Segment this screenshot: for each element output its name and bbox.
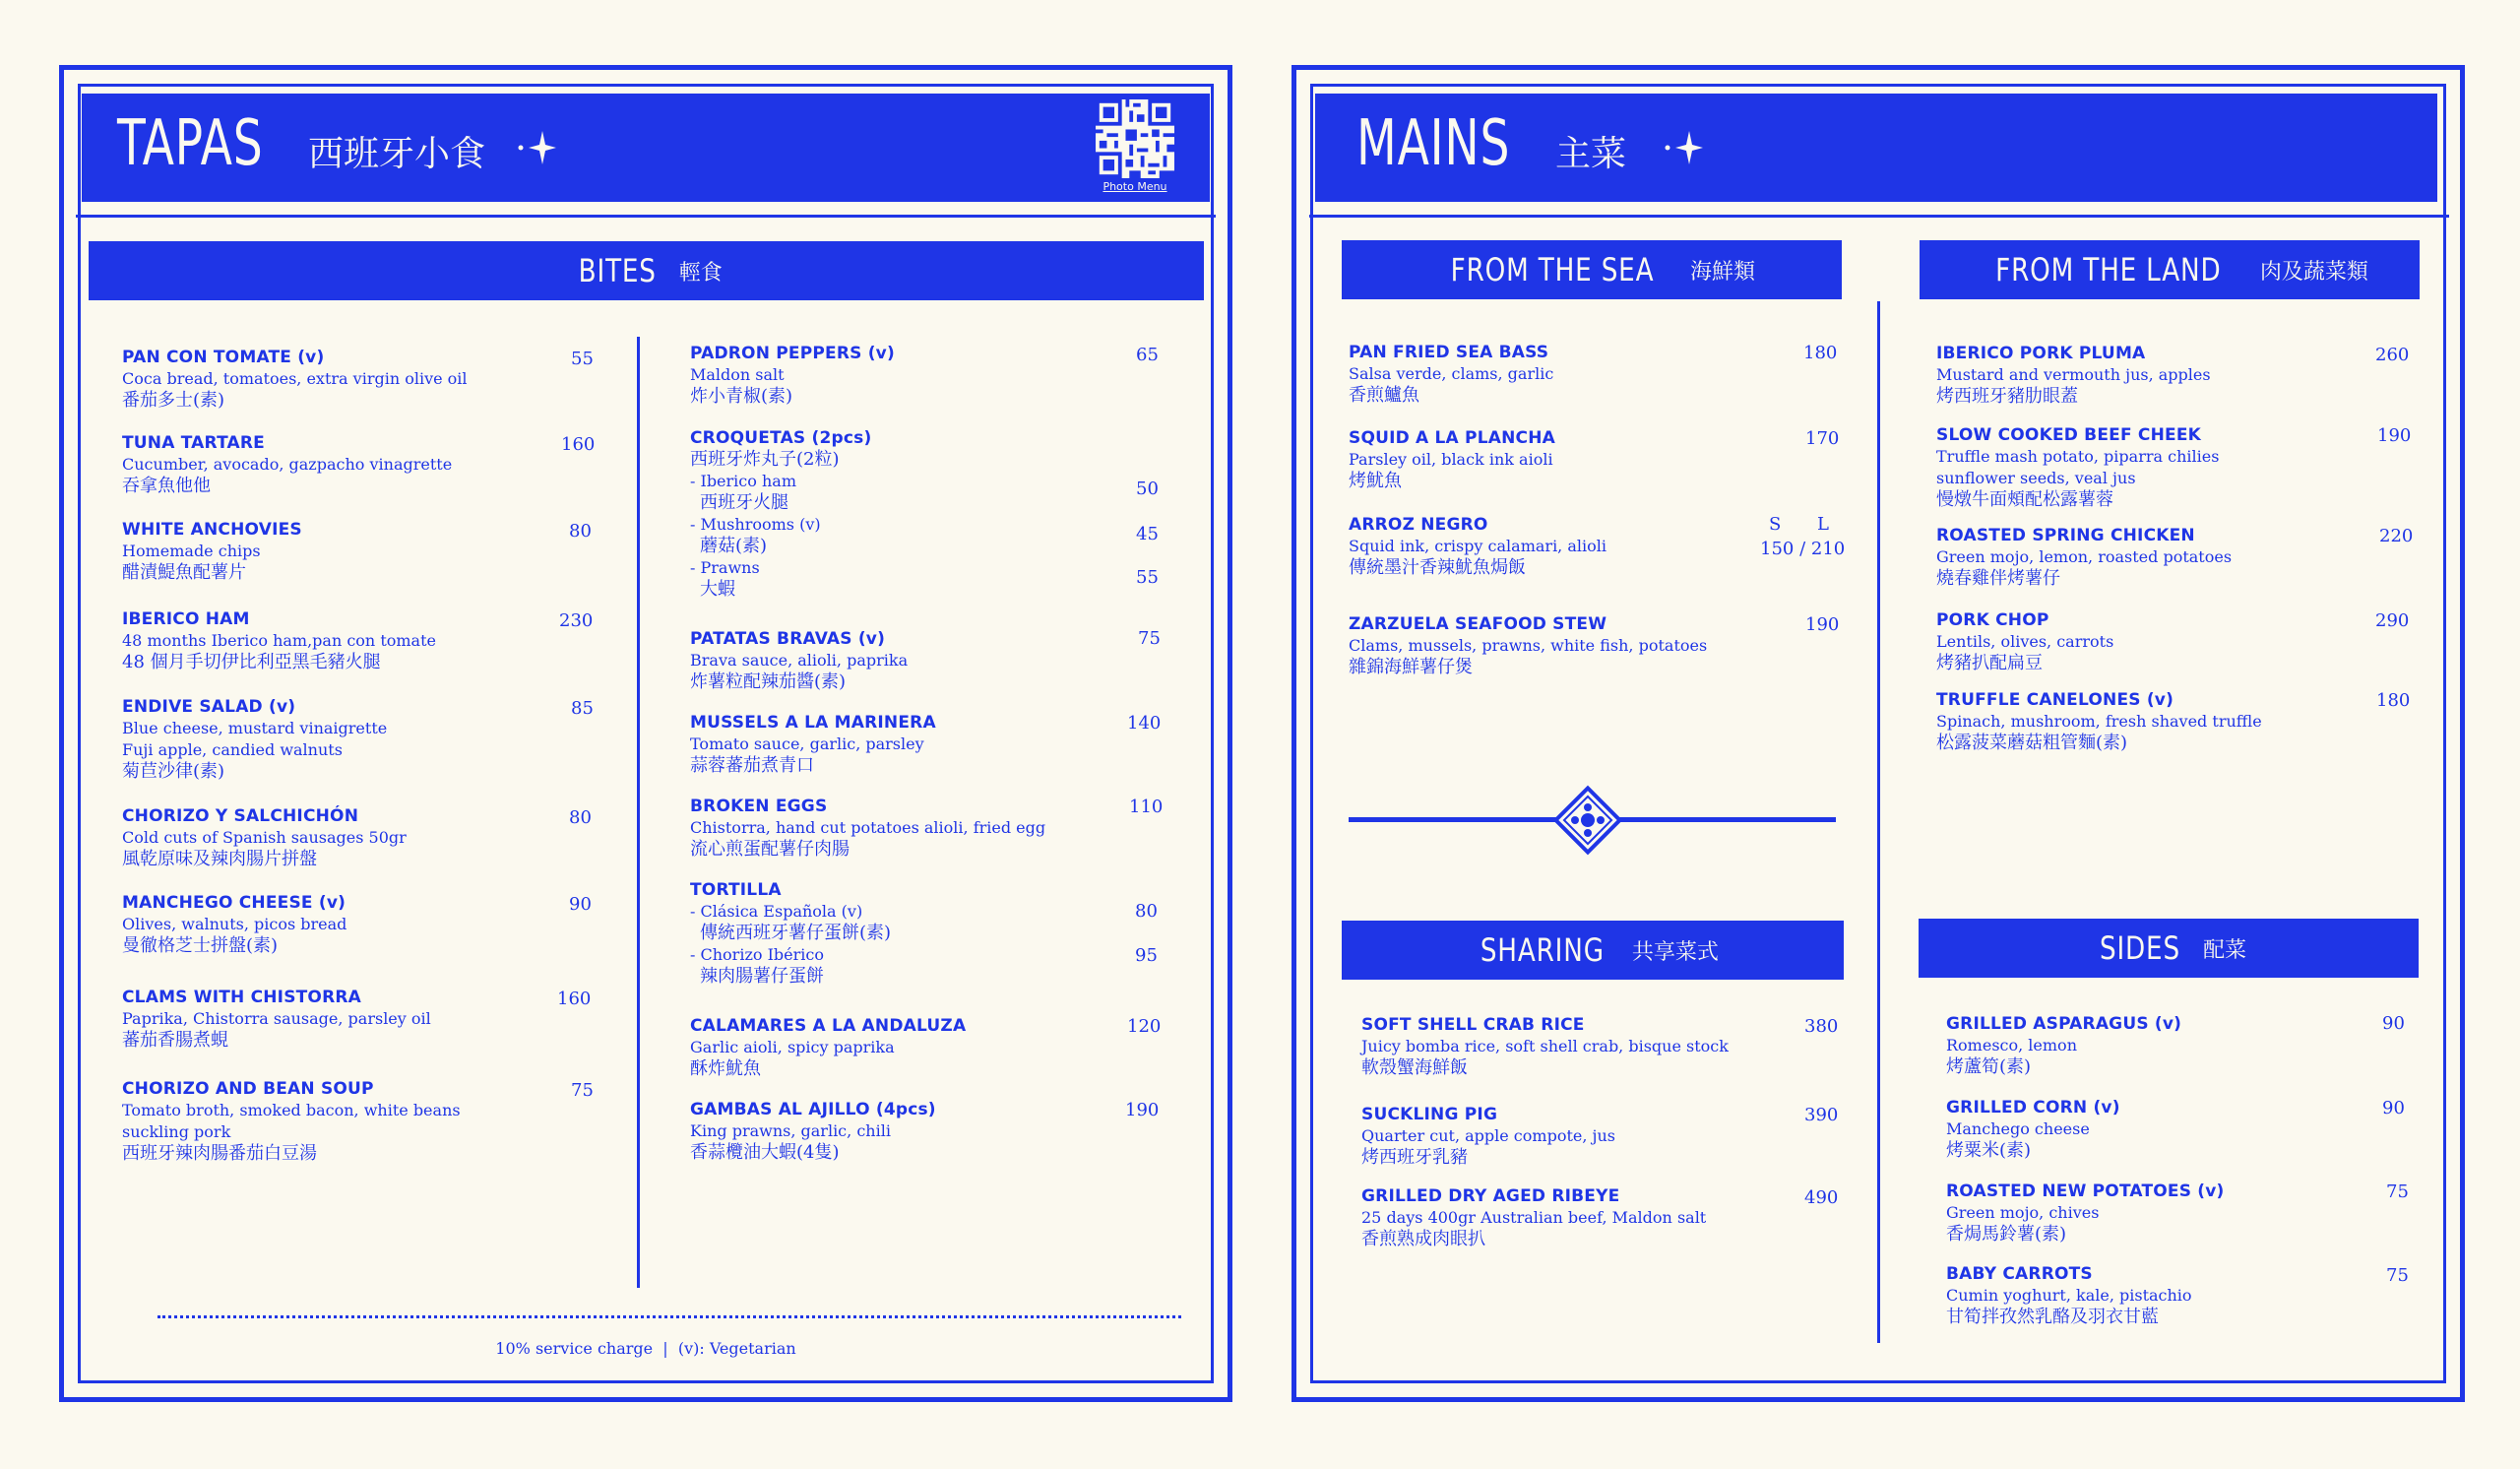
land-title: FROM THE LAND: [1995, 251, 2222, 288]
item-desc: Tomato broth, smoked bacon, white beans: [122, 1101, 461, 1119]
item-price: 490: [1804, 1187, 1839, 1208]
mains-title-zh: 主菜: [1555, 134, 1627, 174]
item-name-zh: 甘筍拌孜然乳酪及羽衣甘藍: [1946, 1307, 2159, 1327]
qr-photo-menu-label[interactable]: Photo Menu: [1102, 180, 1167, 193]
item-price: 85: [571, 698, 594, 719]
item-desc: Paprika, Chistorra sausage, parsley oil: [122, 1009, 431, 1028]
item-name: GRILLED ASPARAGUS (v): [1946, 1014, 2182, 1034]
item-name: TUNA TARTARE: [122, 433, 265, 453]
menu-item-sea-bass: [1349, 342, 1553, 407]
item-name: MANCHEGO CHEESE (v): [122, 893, 346, 913]
item-price: 190: [1125, 1100, 1160, 1120]
option-zh: 西班牙火腿: [700, 492, 788, 513]
mains-header-divider: [1309, 215, 2449, 218]
menu-item-tapas-7: [122, 987, 431, 1052]
option-en: - Chorizo Ibérico: [690, 945, 824, 964]
option-en: - Clásica Española (v): [690, 902, 863, 921]
sides-title: SIDES: [2100, 929, 2180, 967]
item-price: 230: [559, 610, 594, 631]
item-desc: Coca bread, tomatoes, extra virgin olive oil: [122, 369, 468, 388]
item-name-zh: 慢燉牛面頰配松露薯蓉: [1936, 489, 2113, 510]
item-name-zh: 松露菠菜蘑菇粗管麵(素): [1936, 733, 2128, 753]
menu-item-grilled-corn: [1946, 1097, 2120, 1162]
option-en: - Prawns: [690, 558, 760, 577]
sharing-header: [1342, 921, 1844, 980]
menu-item-calamares: [690, 1015, 966, 1080]
item-name-zh: 烤蘆筍(素): [1946, 1056, 2032, 1077]
option-en: - Iberico ham: [690, 472, 796, 490]
item-name-zh: 香焗馬鈴薯(素): [1946, 1224, 2067, 1245]
option-zh: 大蝦: [700, 579, 735, 600]
land-title-zh: 肉及蔬菜類: [2259, 259, 2368, 285]
item-desc: Manchego cheese: [1946, 1119, 2090, 1138]
sea-title-zh: 海鮮類: [1690, 259, 1756, 285]
tapas-title: TAPAS: [117, 107, 264, 180]
item-desc-2: Fuji apple, candied walnuts: [122, 740, 343, 759]
item-name: PORK CHOP: [1936, 610, 2049, 630]
item-name: CHORIZO Y SALCHICHÓN: [122, 806, 359, 826]
item-desc: Salsa verde, clams, garlic: [1349, 364, 1554, 383]
item-name-zh: 烤西班牙乳豬: [1361, 1147, 1468, 1168]
item-name: CROQUETAS (2pcs): [690, 428, 872, 448]
option-zh: 蘑菇(素): [700, 536, 768, 556]
item-desc-2: suckling pork: [122, 1122, 231, 1141]
item-desc: Clams, mussels, prawns, white fish, potatoes: [1349, 636, 1708, 655]
item-price: 50: [1136, 479, 1159, 499]
item-price: 390: [1804, 1105, 1839, 1125]
item-name-zh: 烤魷魚: [1349, 471, 1402, 491]
item-price: 190: [1805, 614, 1840, 635]
item-name: ZARZUELA SEAFOOD STEW: [1349, 614, 1607, 634]
item-desc: Blue cheese, mustard vinaigrette: [122, 719, 388, 737]
item-name-zh: 烤西班牙豬肋眼蓋: [1936, 386, 2078, 407]
item-price: 55: [571, 349, 594, 369]
sharing-title-zh: 共享菜式: [1631, 939, 1719, 965]
item-price: 180: [1803, 343, 1838, 363]
tapas-header-divider: [76, 215, 1216, 218]
item-price: 380: [1804, 1016, 1839, 1037]
item-name: SUCKLING PIG: [1361, 1105, 1498, 1124]
tile-ornament-icon: [1551, 784, 1624, 857]
item-price: 90: [2382, 1013, 2405, 1034]
item-name: PATATAS BRAVAS (v): [690, 629, 886, 649]
item-name: ARROZ NEGRO: [1349, 515, 1488, 535]
item-price: 80: [569, 807, 592, 828]
tapas-header: [82, 94, 1210, 202]
item-name: BABY CARROTS: [1946, 1264, 2093, 1284]
item-name-zh: 香煎鱸魚: [1349, 385, 1419, 406]
item-name-zh: 菊苣沙律(素): [122, 761, 225, 782]
menu-item-tapas-0: [122, 347, 468, 412]
menu-item-pork-chop: [1936, 609, 2113, 674]
menu-item-tapas-6: [122, 892, 346, 957]
item-name-zh: 醋漬鯷魚配薯片: [122, 562, 246, 583]
menu-item-tortilla: [690, 879, 891, 988]
menu-item-suckling-pig: [1361, 1104, 1615, 1169]
option-zh: 辣肉腸薯仔蛋餅: [700, 966, 824, 987]
item-desc: Truffle mash potato, piparra chilies: [1936, 447, 2220, 466]
menu-item-tapas-5: [122, 805, 407, 870]
item-price: 290: [2375, 610, 2410, 631]
menu-item-squid: [1349, 427, 1555, 492]
item-name: GAMBAS AL AJILLO (4pcs): [690, 1100, 936, 1119]
item-desc: Tomato sauce, garlic, parsley: [690, 734, 924, 753]
sides-title-zh: 配菜: [2202, 937, 2246, 963]
item-name: PADRON PEPPERS (v): [690, 344, 895, 363]
item-name-zh: 香蒜欖油大蝦(4隻): [690, 1142, 840, 1163]
item-desc: Cucumber, avocado, gazpacho vinagrette: [122, 455, 453, 474]
item-desc: Brava sauce, alioli, paprika: [690, 651, 909, 670]
item-name: CHORIZO AND BEAN SOUP: [122, 1079, 374, 1099]
item-price: 90: [2382, 1098, 2405, 1118]
item-price: 180: [2376, 690, 2411, 711]
item-name-zh: 軟殼蟹海鮮飯: [1361, 1057, 1468, 1078]
item-price: 220: [2379, 526, 2414, 546]
item-name: TORTILLA: [690, 880, 782, 900]
item-name-zh: 流心煎蛋配薯仔肉腸: [690, 839, 850, 860]
size-small-label: S: [1769, 514, 1782, 535]
item-price: 190: [2377, 425, 2412, 446]
footer-note: 10% service charge | (v): Vegetarian: [495, 1339, 796, 1358]
item-name: SLOW COOKED BEEF CHEEK: [1936, 425, 2202, 445]
menu-item-broken-eggs: [690, 796, 1045, 861]
item-price: 75: [2386, 1265, 2409, 1286]
item-price: 75: [1138, 628, 1161, 649]
item-name-zh: 風乾原味及辣肉腸片拼盤: [122, 849, 317, 869]
item-name-zh: 番茄多士(素): [122, 390, 225, 411]
item-desc: Spinach, mushroom, fresh shaved truffle: [1936, 712, 2262, 731]
item-name: SQUID A LA PLANCHA: [1349, 428, 1555, 448]
item-name-zh: 吞拿魚他他: [122, 476, 211, 496]
tapas-column-divider: [637, 337, 640, 1288]
menu-item-tapas-2: [122, 519, 302, 584]
menu-item-grilled-asparagus: [1946, 1013, 2181, 1078]
bites-title: BITES: [578, 252, 658, 289]
item-name-zh: 香煎熟成肉眼扒: [1361, 1229, 1485, 1249]
mains-column-divider: [1877, 301, 1880, 1343]
item-desc: Olives, walnuts, picos bread: [122, 915, 347, 933]
sparkle-icon: [1662, 127, 1705, 168]
item-price: 170: [1805, 428, 1840, 449]
item-price: 140: [1127, 713, 1162, 734]
menu-item-tapas-1: [122, 432, 452, 497]
item-desc: Cold cuts of Spanish sausages 50gr: [122, 828, 407, 847]
item-desc: Parsley oil, black ink aioli: [1349, 450, 1553, 469]
item-name-zh: 蒜蓉蕃茄煮青口: [690, 755, 814, 776]
item-desc: Maldon salt: [690, 365, 785, 384]
sea-title: FROM THE SEA: [1450, 251, 1655, 288]
item-price: 75: [2386, 1182, 2409, 1202]
menu-item-padron-peppers: [690, 343, 895, 408]
menu-item-iberico-pork: [1936, 343, 2211, 408]
item-price: 55: [1136, 567, 1159, 588]
item-name: CALAMARES A LA ANDALUZA: [690, 1016, 967, 1036]
menu-item-roasted-new-potatoes: [1946, 1181, 2225, 1245]
menu-item-beef-cheek: [1936, 424, 2219, 511]
sparkle-icon: [515, 127, 558, 168]
menu-item-spring-chicken: [1936, 525, 2232, 590]
item-name-zh: 蕃茄香腸煮蜆: [122, 1030, 228, 1051]
item-price: 75: [571, 1080, 594, 1101]
item-desc: Romesco, lemon: [1946, 1036, 2077, 1054]
item-price: 90: [569, 894, 592, 915]
option-zh: 傳統西班牙薯仔蛋餅(素): [700, 923, 892, 943]
item-name-zh: 烤粟米(素): [1946, 1140, 2032, 1161]
item-name-zh: 曼徹格芝士拼盤(素): [122, 935, 279, 956]
item-name: SOFT SHELL CRAB RICE: [1361, 1015, 1585, 1035]
item-name: CLAMS WITH CHISTORRA: [122, 988, 362, 1007]
menu-item-mussels: [690, 712, 936, 777]
item-desc: Quarter cut, apple compote, jus: [1361, 1126, 1615, 1145]
item-desc: Mustard and vermouth jus, apples: [1936, 365, 2211, 384]
sharing-title: SHARING: [1480, 931, 1605, 969]
menu-item-soft-shell-crab-rice: [1361, 1014, 1729, 1079]
item-desc-2: sunflower seeds, veal jus: [1936, 469, 2136, 487]
mains-header: [1315, 94, 2437, 202]
item-price: 160: [557, 989, 592, 1009]
item-name-zh: 酥炸魷魚: [690, 1058, 761, 1079]
item-desc: Homemade chips: [122, 542, 261, 560]
item-name-zh: 傳統墨汁香辣魷魚焗飯: [1349, 557, 1526, 578]
item-name: IBERICO PORK PLUMA: [1936, 344, 2146, 363]
item-price: 110: [1129, 797, 1164, 817]
item-name-zh: 48 個月手切伊比利亞黑毛豬火腿: [122, 652, 381, 672]
item-price: 45: [1136, 524, 1159, 544]
item-desc: Squid ink, crispy calamari, alioli: [1349, 537, 1606, 555]
item-name: MUSSELS A LA MARINERA: [690, 713, 936, 733]
qr-code-icon[interactable]: [1096, 99, 1174, 178]
dotted-divider: [158, 1315, 1181, 1318]
menu-item-patatas-bravas: [690, 628, 908, 693]
menu-item-arroz-negro: [1349, 514, 1606, 579]
item-name: ROASTED NEW POTATOES (v): [1946, 1182, 2225, 1201]
item-desc: Cumin yoghurt, kale, pistachio: [1946, 1286, 2192, 1305]
menu-item-croquetas: [690, 427, 871, 601]
item-name-zh: 西班牙辣肉腸番茄白豆湯: [122, 1143, 317, 1164]
item-name: ROASTED SPRING CHICKEN: [1936, 526, 2195, 545]
menu-item-baby-carrots: [1946, 1263, 2192, 1328]
item-desc: Juicy bomba rice, soft shell crab, bisque stock: [1361, 1037, 1729, 1055]
bites-section-header: [89, 241, 1204, 300]
item-price: 80: [1135, 901, 1158, 922]
menu-item-tapas-4: [122, 696, 387, 783]
size-large-label: L: [1817, 514, 1829, 535]
item-name-zh: 炸小青椒(素): [690, 386, 793, 407]
item-desc: Chistorra, hand cut potatoes alioli, fried egg: [690, 818, 1046, 837]
item-desc: 25 days 400gr Australian beef, Maldon salt: [1361, 1208, 1707, 1227]
item-name: PAN CON TOMATE (v): [122, 348, 325, 367]
item-desc: Green mojo, lemon, roasted potatoes: [1936, 547, 2233, 566]
item-name-zh: 西班牙炸丸子(2粒): [690, 449, 840, 470]
menu-item-tapas-3: [122, 608, 436, 673]
item-name: GRILLED CORN (v): [1946, 1098, 2120, 1118]
item-desc: King prawns, garlic, chili: [690, 1121, 891, 1140]
item-price: 160: [561, 434, 596, 455]
sides-header: [1919, 919, 2419, 978]
item-price: 260: [2375, 345, 2410, 365]
menu-item-zarzuela: [1349, 613, 1707, 678]
item-name: PAN FRIED SEA BASS: [1349, 343, 1549, 362]
menu-item-ribeye: [1361, 1185, 1706, 1250]
item-price: 120: [1127, 1016, 1162, 1037]
from-the-sea-header: [1342, 240, 1842, 299]
menu-item-gambas: [690, 1099, 936, 1164]
from-the-land-header: [1920, 240, 2420, 299]
item-price: 95: [1135, 945, 1158, 966]
tapas-title-zh: 西班牙小食: [308, 134, 486, 174]
item-name: TRUFFLE CANELONES (v): [1936, 690, 2174, 710]
item-name-zh: 雜錦海鮮薯仔煲: [1349, 657, 1473, 677]
item-name: IBERICO HAM: [122, 609, 250, 629]
item-name-zh: 燒春雞伴烤薯仔: [1936, 568, 2060, 589]
menu-item-tapas-8: [122, 1078, 461, 1165]
item-desc: Lentils, olives, carrots: [1936, 632, 2114, 651]
bites-title-zh: 輕食: [678, 260, 723, 286]
item-price: 80: [569, 521, 592, 542]
item-name-zh: 炸薯粒配辣茄醬(素): [690, 671, 847, 692]
item-desc: Garlic aioli, spicy paprika: [690, 1038, 895, 1056]
item-name: ENDIVE SALAD (v): [122, 697, 296, 717]
item-name-zh: 烤豬扒配扁豆: [1936, 653, 2043, 673]
item-name: BROKEN EGGS: [690, 797, 828, 816]
item-desc: Green mojo, chives: [1946, 1203, 2100, 1222]
item-name: WHITE ANCHOVIES: [122, 520, 302, 540]
item-desc: 48 months Iberico ham,pan con tomate: [122, 631, 436, 650]
item-name: GRILLED DRY AGED RIBEYE: [1361, 1186, 1620, 1206]
item-price: 65: [1136, 345, 1159, 365]
item-price: 150 / 210: [1760, 539, 1846, 559]
menu-item-truffle-canelones: [1936, 689, 2262, 754]
mains-title: MAINS: [1356, 107, 1511, 180]
option-en: - Mushrooms (v): [690, 515, 821, 534]
